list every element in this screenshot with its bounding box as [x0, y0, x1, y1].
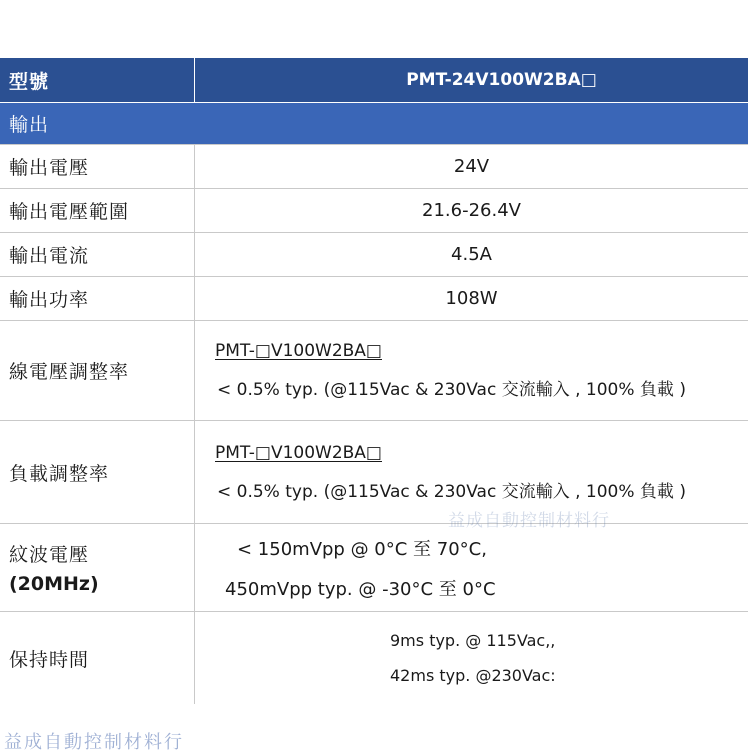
- table-row: [0, 189, 748, 233]
- row-label-block: [0, 524, 195, 611]
- row-label: 輸出電壓: [0, 145, 195, 188]
- row-label: 保持時間: [0, 612, 195, 704]
- table-row-line-regulation: [0, 321, 748, 421]
- row-label: 輸出功率: [0, 277, 195, 320]
- model-code: PMT-□V100W2BA□: [215, 442, 382, 463]
- table-row: [0, 145, 748, 189]
- row-value-block: [195, 524, 748, 611]
- header-label: 型號: [0, 58, 195, 102]
- table-row: [0, 233, 748, 277]
- spec-text: < 0.5% typ. (@115Vac & 230Vac 交流輸入 , 100% 負載 ): [217, 481, 686, 502]
- header-model: PMT-24V100W2BA□: [406, 70, 597, 90]
- row-label: 輸出電壓範圍: [0, 189, 195, 232]
- row-value: 108W: [445, 288, 498, 309]
- table-row-load-regulation: [0, 421, 748, 524]
- table-header-row: [0, 58, 748, 103]
- table-row: [0, 277, 748, 321]
- ripple-line-1: < 150mVpp @ 0°C 至 70°C,: [237, 538, 487, 560]
- watermark-bottom: 益成自動控制材料行: [4, 732, 184, 753]
- spec-text: < 0.5% typ. (@115Vac & 230Vac 交流輸入 , 100% 負載 ): [217, 380, 686, 400]
- row-label: 紋波電壓: [9, 544, 90, 566]
- row-label: 輸出電流: [0, 233, 195, 276]
- ripple-line-2: 450mVpp typ. @ -30°C 至 0°C: [225, 578, 496, 600]
- spec-table: [0, 58, 748, 704]
- row-value: 21.6-26.4V: [422, 200, 521, 221]
- row-label: 線電壓調整率: [0, 321, 195, 420]
- hold-line-1: 9ms typ. @ 115Vac,,: [390, 631, 556, 650]
- section-row-output: [0, 103, 748, 145]
- table-row-hold-time: [0, 612, 748, 704]
- section-label: 輸出: [9, 114, 50, 136]
- section-fill: [195, 103, 748, 144]
- row-value-block: [195, 612, 748, 704]
- hold-line-2: 42ms typ. @230Vac:: [390, 666, 556, 685]
- row-label-sub: (20MHz): [9, 573, 99, 595]
- row-label: 負載調整率: [0, 421, 195, 523]
- table-row-ripple: [0, 524, 748, 612]
- row-value: 24V: [453, 156, 490, 177]
- row-value-block: [195, 321, 748, 420]
- watermark-mid: 益成自動控制材料行: [448, 511, 610, 531]
- model-code: PMT-□V100W2BA□: [215, 341, 382, 361]
- row-value: 4.5A: [451, 244, 492, 265]
